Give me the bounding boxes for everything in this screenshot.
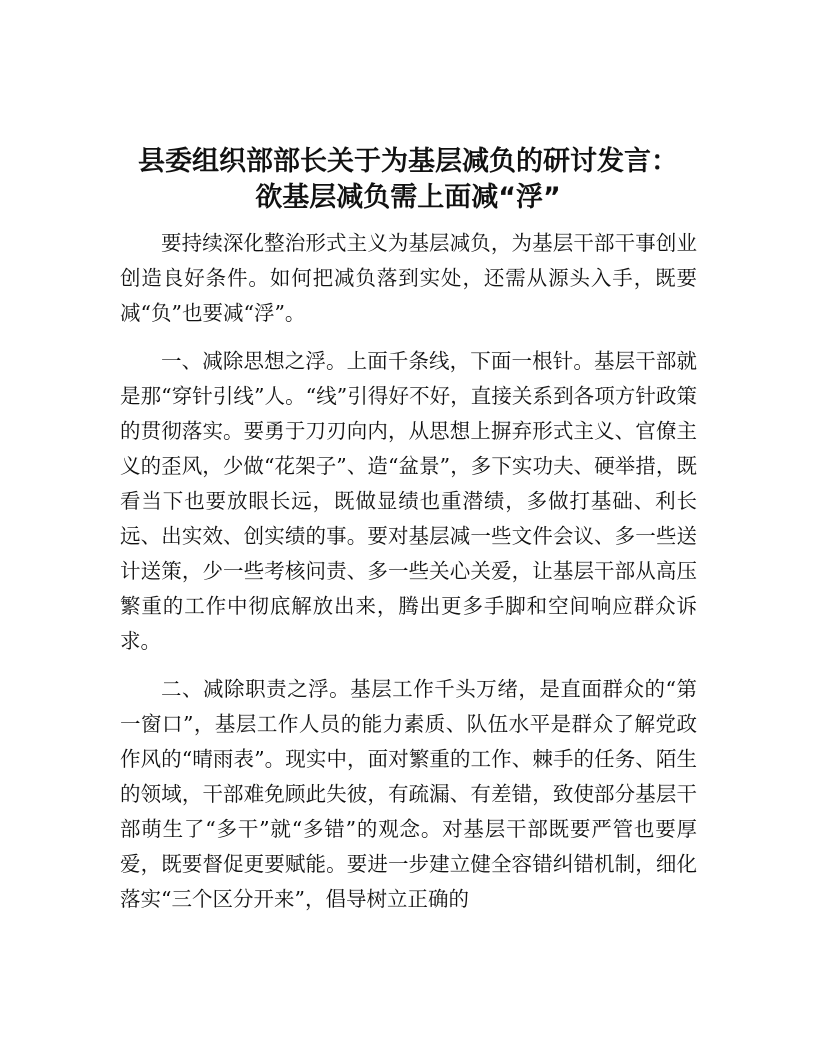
- document-title-line-1: 县委组织部部长关于为基层减负的研讨发言：: [138, 146, 678, 177]
- paragraph-section-1: 一、减除思想之浮。上面千条线，下面一根针。基层干部就是那“穿针引线”人。“线”引得好不好，直接关系到各项方针政策的贯彻落实。要勇于刀刃向内，从思想上摒弃形式主义、官僚主义的歪风，少做“花架子”、造“盆景”，多下实功夫、硬举措，既看当下也要放眼长远，既做显绩也重潜绩，多做打基础、利长远、出实效、创实绩的事。要对基层减一些文件会议、多一些送计送策，少一些考核问责、多一些关心关爱，让基层干部从高压繁重的工作中彻底解放出来，腾出更多手脚和空间响应群众诉求。: [120, 349, 697, 653]
- paragraph-intro: 要持续深化整治形式主义为基层减负，为基层干部干事创业创造良好条件。如何把减负落到实处，还需从源头入手，既要减“负”也要减“浮”。: [120, 231, 697, 325]
- document-body: [120, 226, 697, 930]
- paragraph-section-2: 二、减除职责之浮。基层工作千头万绪，是直面群众的“第一窗口”，基层工作人员的能力素质、队伍水平是群众了解党政作风的“晴雨表”。现实中，面对繁重的工作、棘手的任务、陌生的领域，干部难免顾此失彼，有疏漏、有差错，致使部分基层干部萌生了“多干”就“多错”的观念。对基层干部既要严管也要厚爱，既要督促更要赋能。要进一步建立健全容错纠错机制，细化落实“三个区分开来”，倡导树立正确的: [120, 677, 697, 911]
- document-title-line-2: 欲基层减负需上面减“浮”: [255, 182, 561, 213]
